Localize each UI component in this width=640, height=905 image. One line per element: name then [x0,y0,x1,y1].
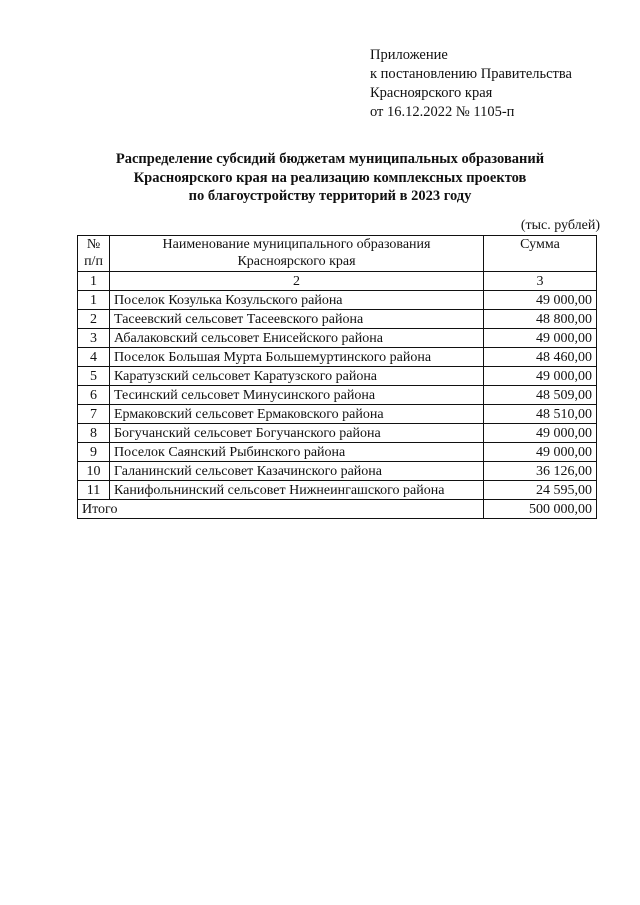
total-sum: 500 000,00 [484,500,597,519]
units-note: (тыс. рублей) [520,218,600,233]
row-num: 2 [78,310,110,329]
header-sum-label: Сумма [520,237,560,252]
row-sum: 24 595,00 [484,481,597,500]
total-label: Итого [78,500,484,519]
table-header-row [78,236,597,272]
document-title [60,150,600,206]
title-line: Красноярского края на реализацию комплексных проектов [133,169,527,186]
row-num: 5 [78,367,110,386]
table-row [78,367,597,386]
table-row [78,329,597,348]
appendix-line: к постановлению Правительства [370,66,572,82]
table-row [78,481,597,500]
row-name: Поселок Большая Мурта Большемуртинского района [110,348,484,367]
header-num-line2: п/п [84,253,103,269]
total-row [78,500,597,519]
header-name [110,236,484,272]
row-name: Абалаковский сельсовет Енисейского района [110,329,484,348]
column-index-cell: 3 [484,272,597,291]
row-num: 8 [78,424,110,443]
row-num: 11 [78,481,110,500]
row-num: 4 [78,348,110,367]
appendix-line: Красноярского края [370,85,493,101]
table-row [78,405,597,424]
appendix-header [370,46,572,122]
row-sum: 48 509,00 [484,386,597,405]
row-num: 1 [78,291,110,310]
column-index-cell: 1 [78,272,110,291]
table-row [78,386,597,405]
row-sum: 49 000,00 [484,329,597,348]
row-num: 10 [78,462,110,481]
row-name: Канифольнинский сельсовет Нижнеингашского района [110,481,484,500]
row-name: Галанинский сельсовет Казачинского района [110,462,484,481]
header-name-line2: Красноярского края [237,253,356,269]
header-sum [484,236,597,272]
row-name: Тасеевский сельсовет Тасеевского района [110,310,484,329]
row-sum: 49 000,00 [484,367,597,386]
row-sum: 48 460,00 [484,348,597,367]
row-name: Поселок Козулька Козульского района [110,291,484,310]
header-num [78,236,110,272]
row-sum: 48 800,00 [484,310,597,329]
subsidy-table [77,235,597,519]
row-num: 9 [78,443,110,462]
row-name: Ермаковский сельсовет Ермаковского района [110,405,484,424]
row-num: 7 [78,405,110,424]
title-line: Распределение субсидий бюджетам муниципальных образований [115,151,545,167]
table-row [78,443,597,462]
row-name: Каратузский сельсовет Каратузского района [110,367,484,386]
row-name: Тесинский сельсовет Минусинского района [110,386,484,405]
title-line: по благоустройству территорий в 2023 году [188,188,472,204]
column-index-cell: 2 [110,272,484,291]
row-sum: 48 510,00 [484,405,597,424]
row-num: 6 [78,386,110,405]
row-sum: 49 000,00 [484,291,597,310]
appendix-line: Приложение [370,47,448,63]
row-name: Богучанский сельсовет Богучанского района [110,424,484,443]
header-num-line1: № [86,237,101,252]
table-row [78,310,597,329]
row-sum: 49 000,00 [484,443,597,462]
appendix-line: от 16.12.2022 № 1105-п [370,104,515,120]
column-index-row [78,272,597,291]
row-name: Поселок Саянский Рыбинского района [110,443,484,462]
header-name-line1: Наименование муниципального образования [162,237,431,252]
row-sum: 49 000,00 [484,424,597,443]
row-sum: 36 126,00 [484,462,597,481]
table-row [78,424,597,443]
row-num: 3 [78,329,110,348]
table-row [78,462,597,481]
table-row [78,348,597,367]
table-row [78,291,597,310]
